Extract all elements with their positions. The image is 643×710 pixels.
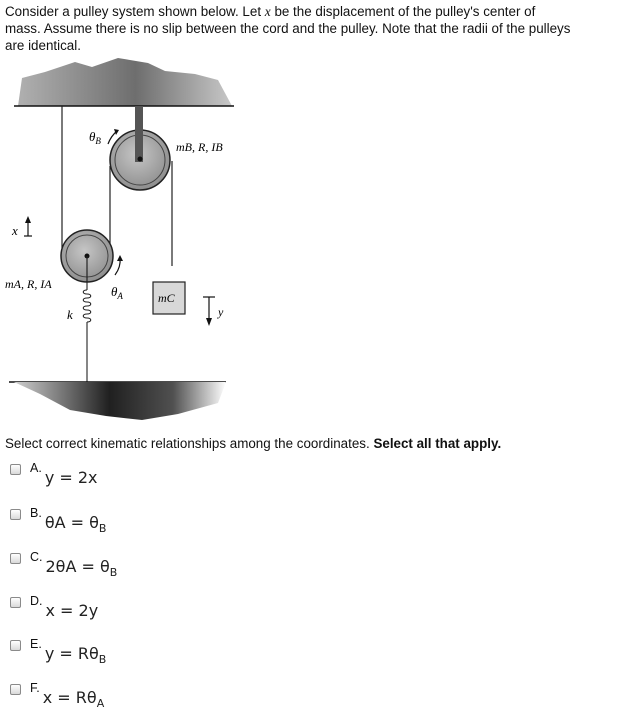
option-a[interactable] [10, 460, 98, 486]
instruction [5, 436, 501, 451]
option-d-letter: D. [30, 594, 43, 608]
checkbox-c[interactable] [10, 553, 21, 564]
pulley-a [61, 230, 113, 282]
checkbox-e[interactable] [10, 640, 21, 651]
theta-a-arrow-icon [115, 255, 123, 275]
pulley-b [110, 106, 170, 190]
label-mass-c: mC [158, 291, 175, 305]
pulley-system-figure [0, 58, 260, 430]
option-f-expr: $x = R\theta_A$ [42, 688, 105, 710]
floor [9, 382, 226, 420]
instruction-text: Select correct kinematic relationships among the coordinates. [5, 436, 374, 451]
checkbox-a[interactable] [10, 464, 21, 475]
label-pulley-a: mA, R, IA [5, 277, 52, 291]
label-theta-a: $\theta_A$ [111, 284, 123, 301]
problem-statement [5, 3, 641, 54]
problem-line1-pre: Consider a pulley system shown below. Let [5, 4, 265, 19]
label-theta-b: $\theta_B$ [89, 129, 101, 146]
x-arrow-icon [24, 216, 32, 236]
ceiling [14, 58, 234, 106]
checkbox-b[interactable] [10, 509, 21, 520]
option-b[interactable] [10, 505, 107, 535]
checkbox-f[interactable] [10, 684, 21, 695]
option-c-letter: C. [30, 550, 43, 564]
problem-var-x: x [264, 4, 271, 19]
option-e[interactable] [10, 636, 107, 666]
option-b-letter: B. [30, 506, 42, 520]
label-spring-k: k [67, 307, 73, 322]
option-f-letter: F. [30, 681, 40, 695]
option-a-expr: y = 2x [44, 468, 98, 487]
option-a-letter: A. [30, 461, 42, 475]
label-x: x [12, 223, 18, 238]
option-c[interactable] [10, 549, 118, 579]
problem-line2: mass. Assume there is no slip between the cord and the pulley. Note that the radii of the pulleys [5, 21, 571, 36]
problem-line3: are identical. [5, 38, 81, 53]
instruction-emphasis: Select all that apply. [373, 436, 502, 451]
option-c-expr: $2\theta A = \theta_B$ [45, 557, 118, 579]
option-e-expr: $y = R\theta_B$ [44, 644, 107, 666]
checkbox-d[interactable] [10, 597, 21, 608]
option-b-expr: $\theta A = \theta_B$ [44, 513, 107, 535]
label-pulley-b: mB, R, IB [176, 140, 223, 154]
option-d-expr: x = 2y [45, 601, 99, 620]
option-e-letter: E. [30, 637, 42, 651]
option-d[interactable] [10, 593, 98, 619]
y-arrow-icon [203, 297, 215, 326]
spring [83, 282, 91, 382]
label-y: y [218, 305, 224, 319]
option-f[interactable] [10, 680, 105, 710]
problem-line1-post: be the displacement of the pulley's center of [270, 4, 536, 19]
